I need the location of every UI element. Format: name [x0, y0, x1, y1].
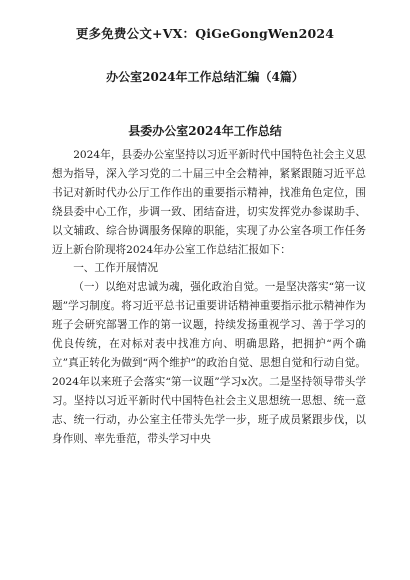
paragraph-political-awareness: （一）以绝对忠诚为魂，强化政治自觉。一是坚决落实“第一议题”学习制度。将习近平总书记重要讲话精神重要指示批示精神作为班子会研究部署工作的第一议题，持续发扬重视学习、善于学习的优良传统，在对标对表中找准方向、明确思路，把拥护“两个确立”真正转化为做到“两个维护”的政治自觉、思想自觉和行动自觉。2024年以来班子会落实“第一议题”学习x次。二是坚持领导带头学习。坚持以习近平新时代中国特色社会主义思想统一思想、统一意志、统一行动，办公室主任带头先学一步，班子成员紧跟步伐，以身作则、率先垂范，带头学习中央 — [52, 281, 366, 445]
collection-title: 办公室2024年工作总结汇编（4篇） — [106, 70, 304, 84]
promo-line: 更多免费公文+VX：QiGeGongWen2024 — [75, 26, 335, 41]
paragraph-intro: 2024年，县委办公室坚持以习近平新时代中国特色社会主义思想为指导，深入学习党的二十届三中全会精神，紧紧跟随习近平总书记对新时代办公厅工作作出的重要指示精神，找准角色定位，围绕县委中心工作，步调一致、团结奋进，切实发挥党办参谋助手、以文辅政、综合协调服务保障的职能，实现了办公室各项工作任务迈上新台阶现将2024年办公室工作总结汇报如下： — [52, 149, 366, 256]
document-body — [52, 146, 366, 449]
heading-work-status: 一、工作开展情况 — [73, 262, 158, 275]
section-title: 县委办公室2024年工作总结 — [128, 124, 282, 138]
